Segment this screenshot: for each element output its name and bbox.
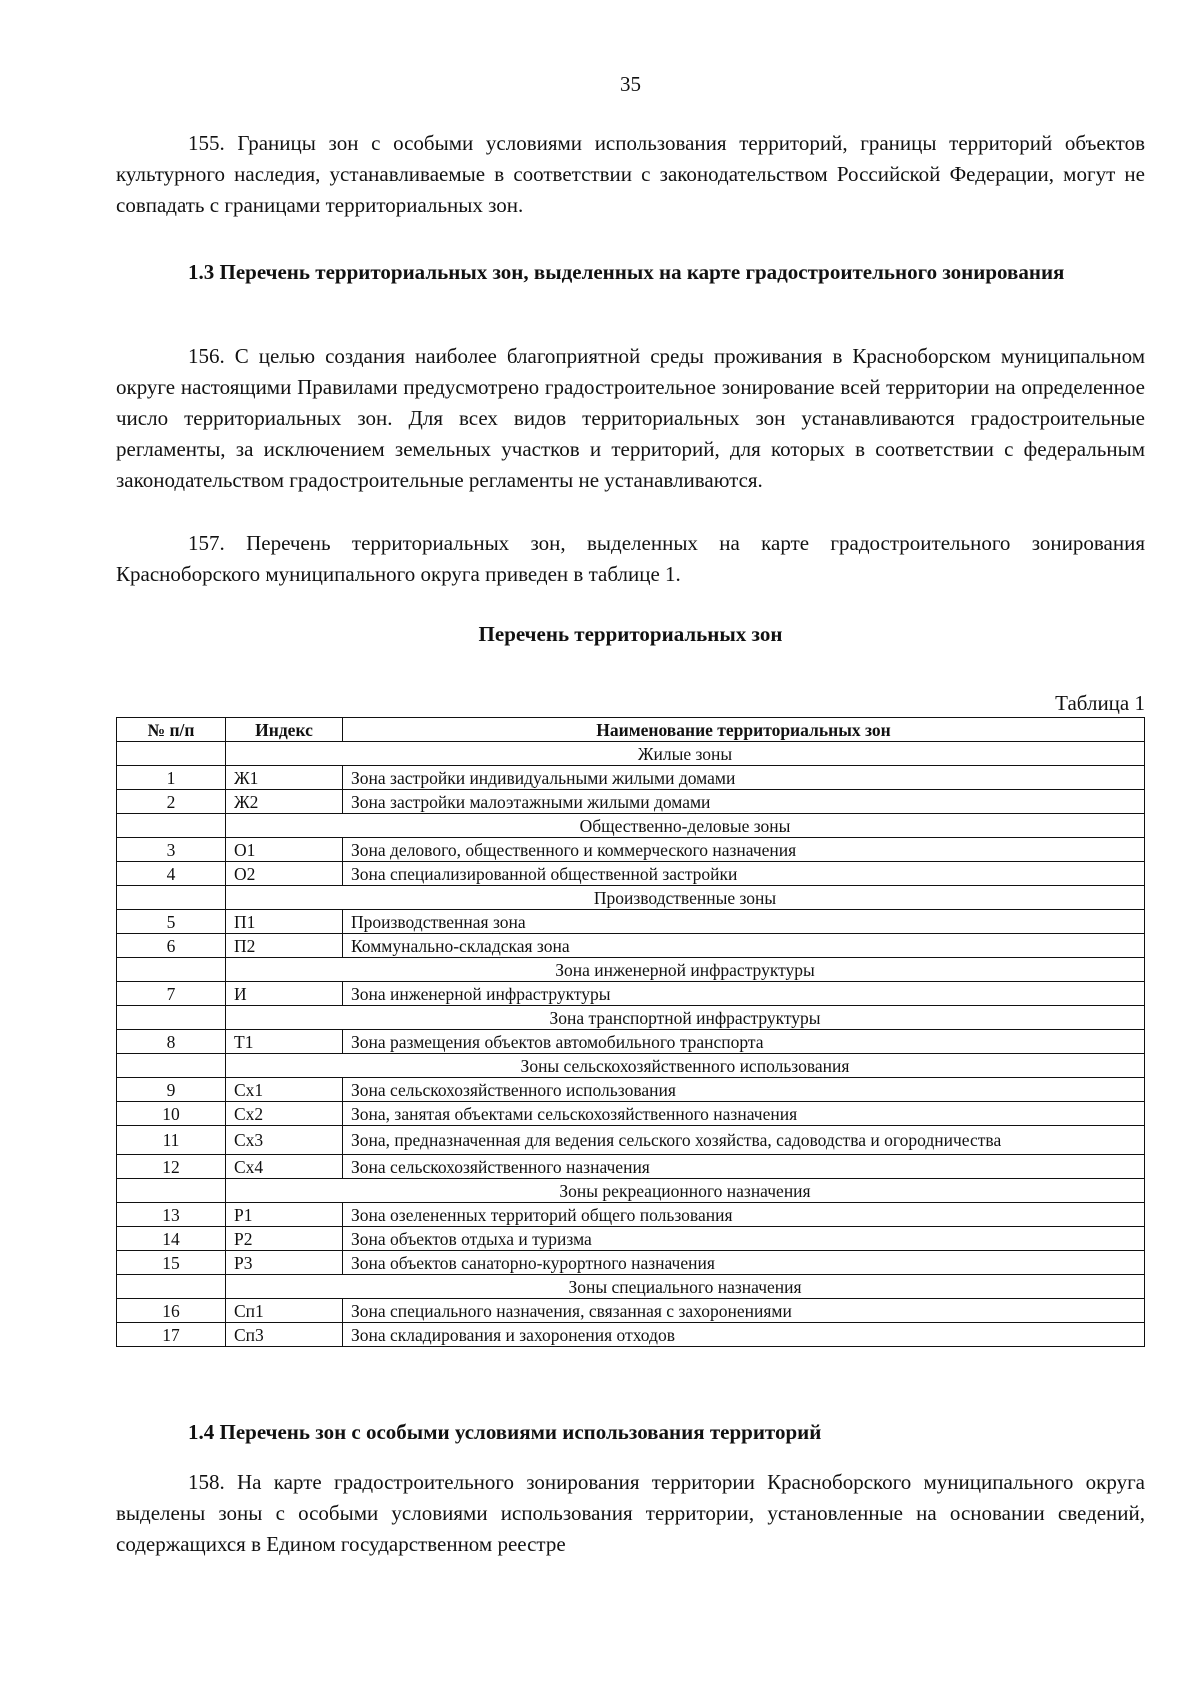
table-group-row <box>117 1054 1145 1078</box>
table-row <box>117 790 1145 814</box>
table-header-row <box>117 718 1145 742</box>
table-cell-num: 5 <box>117 910 226 934</box>
table-cell-name: Зона застройки индивидуальными жилыми домами <box>343 766 1145 790</box>
table-cell-num: 10 <box>117 1102 226 1126</box>
table-cell-index: Сх4 <box>226 1155 343 1179</box>
table-cell-num: 16 <box>117 1299 226 1323</box>
table-cell-name: Производственная зона <box>343 910 1145 934</box>
table-cell-index: Р2 <box>226 1227 343 1251</box>
table-cell-index: П2 <box>226 934 343 958</box>
table-cell-empty <box>117 1275 226 1299</box>
table-cell-num: 8 <box>117 1030 226 1054</box>
table-cell-num: 14 <box>117 1227 226 1251</box>
table-group-row <box>117 742 1145 766</box>
table-row <box>117 838 1145 862</box>
table-cell-name: Коммунально-складская зона <box>343 934 1145 958</box>
table-cell-index: Т1 <box>226 1030 343 1054</box>
table-cell-name: Зона объектов санаторно-курортного назначения <box>343 1251 1145 1275</box>
table-cell-index: П1 <box>226 910 343 934</box>
table-cell-name: Зона складирования и захоронения отходов <box>343 1323 1145 1347</box>
table-row <box>117 1227 1145 1251</box>
table-group-row <box>117 886 1145 910</box>
table-group-row <box>117 814 1145 838</box>
section-heading-1-4: 1.4 Перечень зон с особыми условиями использования территорий <box>188 1420 822 1444</box>
table-cell-num: 13 <box>117 1203 226 1227</box>
table-group-label: Производственные зоны <box>226 886 1145 910</box>
paragraph-158: 158. На карте градостроительного зонирования территории Красноборского муниципального округа выделены зоны с особыми условиями использования территории, установленные на основании сведений, содержащихся в Едином государственном реестре <box>116 1470 1145 1556</box>
table-cell-num: 11 <box>117 1126 226 1155</box>
table-cell-name: Зона, предназначенная для ведения сельского хозяйства, садоводства и огородничества <box>343 1126 1145 1155</box>
header-num: № п/п <box>117 718 226 742</box>
table-cell-index: Р1 <box>226 1203 343 1227</box>
table-cell-num: 1 <box>117 766 226 790</box>
table-cell-name: Зона специального назначения, связанная с захоронениями <box>343 1299 1145 1323</box>
table-row <box>117 1155 1145 1179</box>
table-cell-num: 9 <box>117 1078 226 1102</box>
table-cell-name: Зона размещения объектов автомобильного транспорта <box>343 1030 1145 1054</box>
table-cell-num: 15 <box>117 1251 226 1275</box>
table-cell-empty <box>117 742 226 766</box>
table-cell-empty <box>117 886 226 910</box>
table-row <box>117 1078 1145 1102</box>
table-cell-name: Зона сельскохозяйственного использования <box>343 1078 1145 1102</box>
table-cell-index: Ж2 <box>226 790 343 814</box>
table-row <box>117 766 1145 790</box>
table-row <box>117 982 1145 1006</box>
table-title: Перечень территориальных зон <box>478 622 783 646</box>
table-cell-name: Зона специализированной общественной застройки <box>343 862 1145 886</box>
table-cell-name: Зона застройки малоэтажными жилыми домами <box>343 790 1145 814</box>
table-group-label: Зоны рекреационного назначения <box>226 1179 1145 1203</box>
page-number: 35 <box>620 72 641 96</box>
table-cell-index: Сп3 <box>226 1323 343 1347</box>
table-cell-index: Сх2 <box>226 1102 343 1126</box>
table-group-label: Зона транспортной инфраструктуры <box>226 1006 1145 1030</box>
table-cell-num: 3 <box>117 838 226 862</box>
table-group-row <box>117 958 1145 982</box>
table-group-row <box>117 1275 1145 1299</box>
table-row <box>117 1323 1145 1347</box>
table-cell-empty <box>117 1179 226 1203</box>
table-group-row <box>117 1006 1145 1030</box>
table-cell-name: Зона объектов отдыха и туризма <box>343 1227 1145 1251</box>
table-cell-num: 17 <box>117 1323 226 1347</box>
paragraph-156: 156. С целью создания наиболее благоприятной среды проживания в Красноборском муниципальном округе настоящими Правилами предусмотрено градостроительное зонирование всей территории на определенное число территориальных зон. Для всех видов территориальных зон устанавливаются градостроительные регламенты, за исключением земельных участков и территорий, для которых в соответствии с федеральным законодательством градостроительные регламенты не устанавливаются. <box>116 344 1145 492</box>
table-row <box>117 862 1145 886</box>
table-cell-name: Зона инженерной инфраструктуры <box>343 982 1145 1006</box>
territorial-zones-table <box>116 717 1145 1347</box>
table-cell-index: О1 <box>226 838 343 862</box>
table-cell-empty <box>117 814 226 838</box>
table-group-label: Жилые зоны <box>226 742 1145 766</box>
table-cell-name: Зона делового, общественного и коммерческого назначения <box>343 838 1145 862</box>
table-cell-index: Сп1 <box>226 1299 343 1323</box>
table-group-row <box>117 1179 1145 1203</box>
table-cell-empty <box>117 1006 226 1030</box>
table-row <box>117 910 1145 934</box>
table-cell-num: 4 <box>117 862 226 886</box>
table-cell-index: Сх1 <box>226 1078 343 1102</box>
table-row <box>117 1030 1145 1054</box>
paragraph-157: 157. Перечень территориальных зон, выделенных на карте градостроительного зонирования Красноборского муниципального округа приведен в таблице 1. <box>116 531 1145 586</box>
table-cell-index: И <box>226 982 343 1006</box>
table-row <box>117 1251 1145 1275</box>
table-row <box>117 934 1145 958</box>
table-row <box>117 1203 1145 1227</box>
paragraph-155: 155. Границы зон с особыми условиями использования территорий, границы территорий объектов культурного наследия, устанавливаемые в соответствии с законодательством Российской Федерации, могут не совпадать с границами территориальных зон. <box>116 131 1145 217</box>
table-cell-empty <box>117 1054 226 1078</box>
table-cell-index: О2 <box>226 862 343 886</box>
table-cell-num: 6 <box>117 934 226 958</box>
table-cell-name: Зона сельскохозяйственного назначения <box>343 1155 1145 1179</box>
table-cell-name: Зона, занятая объектами сельскохозяйственного назначения <box>343 1102 1145 1126</box>
table-group-label: Зона инженерной инфраструктуры <box>226 958 1145 982</box>
table-row <box>117 1102 1145 1126</box>
table-cell-empty <box>117 958 226 982</box>
table-row <box>117 1299 1145 1323</box>
table-cell-num: 2 <box>117 790 226 814</box>
table-body <box>117 742 1145 1347</box>
table-group-label: Зоны сельскохозяйственного использования <box>226 1054 1145 1078</box>
table-cell-name: Зона озелененных территорий общего пользования <box>343 1203 1145 1227</box>
table-cell-index: Ж1 <box>226 766 343 790</box>
table-group-label: Зоны специального назначения <box>226 1275 1145 1299</box>
table-row <box>117 1126 1145 1155</box>
table-cell-num: 12 <box>117 1155 226 1179</box>
table-group-label: Общественно-деловые зоны <box>226 814 1145 838</box>
table-cell-num: 7 <box>117 982 226 1006</box>
header-name: Наименование территориальных зон <box>343 718 1145 742</box>
header-index: Индекс <box>226 718 343 742</box>
table-cell-index: Сх3 <box>226 1126 343 1155</box>
table-label: Таблица 1 <box>1055 691 1145 715</box>
table-cell-index: Р3 <box>226 1251 343 1275</box>
section-heading-1-3: 1.3 Перечень территориальных зон, выделенных на карте градостроительного зонирования <box>188 260 1065 284</box>
